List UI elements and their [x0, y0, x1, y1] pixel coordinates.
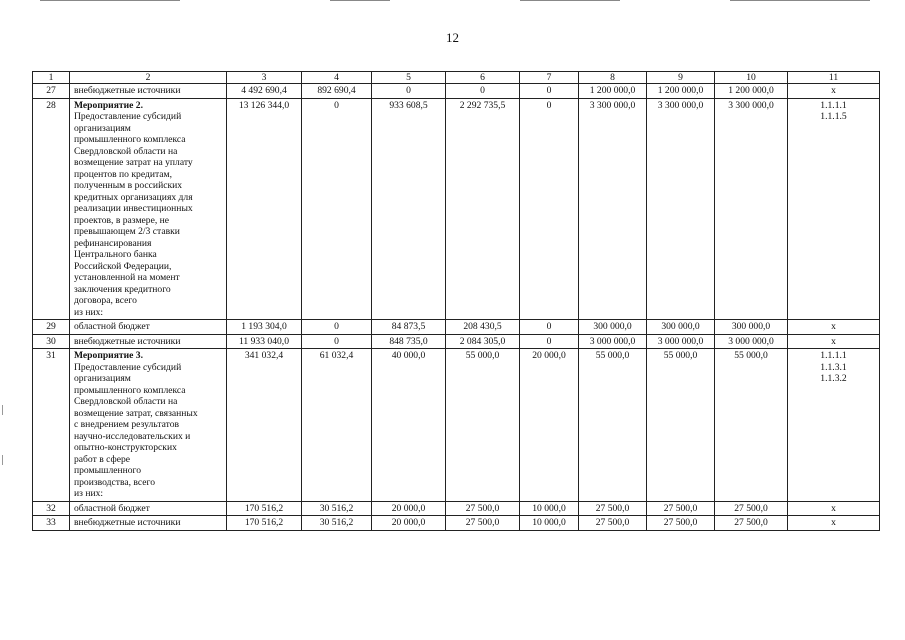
- header-cell: 10: [715, 72, 788, 84]
- row-name-line: с внедрением результатов: [74, 419, 180, 430]
- page-number: 12: [446, 30, 459, 45]
- value-cell: 1 200 000,0: [579, 84, 647, 99]
- value-cell: 300 000,0: [647, 320, 715, 335]
- value-cell: 10 000,0: [520, 516, 579, 531]
- value-cell: 300 000,0: [715, 320, 788, 335]
- row-name-line: кредитных организациях для: [74, 191, 193, 203]
- header-cell: 5: [372, 72, 446, 84]
- value-cell: 848 735,0: [372, 334, 446, 349]
- row-name-line: реализации инвестиционных: [74, 203, 193, 214]
- row-name-line: Предоставление субсидий: [74, 361, 182, 373]
- row-name-line: превышающем 2/3 ставки: [74, 226, 180, 237]
- target-refs-cell: [788, 349, 880, 502]
- top-rule: [730, 0, 870, 1]
- value-cell: 27 500,0: [579, 501, 647, 516]
- measure-title: Мероприятие 2.: [74, 99, 143, 111]
- row-number-cell: 32: [33, 501, 70, 516]
- table-row: [33, 349, 880, 502]
- row-name-line: научно-исследовательских и: [74, 430, 191, 442]
- target-ref: х: [831, 517, 836, 528]
- value-cell: 61 032,4: [302, 349, 372, 502]
- margin-mark: [2, 455, 3, 465]
- row-name-cell: [70, 516, 227, 531]
- row-name-line: установленной на момент: [74, 272, 180, 283]
- header-cell: 6: [446, 72, 520, 84]
- target-refs-cell: [788, 320, 880, 335]
- value-cell: 3 000 000,0: [579, 334, 647, 349]
- row-number-cell: 29: [33, 320, 70, 335]
- row-name-cell: [70, 320, 227, 335]
- header-cell: 7: [520, 72, 579, 84]
- value-cell: 3 000 000,0: [715, 334, 788, 349]
- table-row: [33, 516, 880, 531]
- row-name-line: рефинансирования: [74, 237, 152, 249]
- header-cell: 8: [579, 72, 647, 84]
- row-name-line: внебюджетные источники: [74, 517, 181, 528]
- value-cell: 40 000,0: [372, 349, 446, 502]
- row-name-cell: [70, 349, 227, 502]
- table-row: [33, 320, 880, 335]
- value-cell: 0: [520, 84, 579, 99]
- target-refs-cell: [788, 84, 880, 99]
- target-ref: х: [831, 335, 836, 347]
- value-cell: 0: [520, 320, 579, 335]
- value-cell: 3 300 000,0: [647, 98, 715, 320]
- header-cell: 2: [70, 72, 227, 84]
- value-cell: 2 292 735,5: [446, 98, 520, 320]
- value-cell: 0: [302, 98, 372, 320]
- value-cell: 892 690,4: [302, 84, 372, 99]
- header-cell: 4: [302, 72, 372, 84]
- value-cell: 27 500,0: [446, 516, 520, 531]
- target-refs-cell: [788, 334, 880, 349]
- row-name-cell: [70, 334, 227, 349]
- row-number-cell: 28: [33, 98, 70, 320]
- value-cell: 27 500,0: [446, 501, 520, 516]
- target-ref: 1.1.1.1: [820, 99, 847, 111]
- value-cell: 55 000,0: [647, 349, 715, 502]
- row-name-cell: [70, 84, 227, 99]
- value-cell: 27 500,0: [715, 516, 788, 531]
- table-row: [33, 98, 880, 320]
- top-rule: [330, 0, 390, 1]
- row-name-line: промышленного комплекса: [74, 134, 186, 145]
- target-ref: х: [831, 321, 836, 332]
- row-name-line: возмещение затрат на уплату: [74, 157, 193, 168]
- row-name-line: промышленного: [74, 465, 142, 476]
- value-cell: 3 300 000,0: [579, 98, 647, 320]
- value-cell: 27 500,0: [647, 516, 715, 531]
- value-cell: 4 492 690,4: [227, 84, 302, 99]
- value-cell: 0: [446, 84, 520, 99]
- value-cell: 1 200 000,0: [715, 84, 788, 99]
- value-cell: 0: [520, 334, 579, 349]
- row-name-line: внебюджетные источники: [74, 85, 181, 96]
- value-cell: 55 000,0: [579, 349, 647, 502]
- top-rule: [40, 0, 180, 1]
- target-refs-cell: [788, 98, 880, 320]
- row-name-line: процентов по кредитам,: [74, 168, 173, 180]
- value-cell: 20 000,0: [372, 516, 446, 531]
- row-name-cell: [70, 501, 227, 516]
- value-cell: 55 000,0: [446, 349, 520, 502]
- value-cell: 1 200 000,0: [647, 84, 715, 99]
- header-cell: 11: [788, 72, 880, 84]
- row-name-line: организациям: [74, 373, 131, 384]
- row-name-line: Российской Федерации,: [74, 260, 172, 272]
- row-name-line: организациям: [74, 122, 131, 134]
- target-ref: х: [831, 85, 836, 96]
- value-cell: 300 000,0: [579, 320, 647, 335]
- value-cell: 20 000,0: [372, 501, 446, 516]
- row-name-line: из них:: [74, 306, 104, 318]
- row-name-line: опытно-конструкторских: [74, 442, 177, 453]
- row-name-line: промышленного комплекса: [74, 384, 186, 396]
- row-name-line: областной бюджет: [74, 502, 150, 514]
- value-cell: 27 500,0: [579, 516, 647, 531]
- table-row: [33, 501, 880, 516]
- value-cell: 341 032,4: [227, 349, 302, 502]
- row-name-line: полученным в российских: [74, 180, 183, 191]
- margin-mark: [2, 405, 3, 415]
- row-name-line: Предоставление субсидий: [74, 111, 182, 122]
- value-cell: 0: [302, 320, 372, 335]
- row-name-line: заключения кредитного: [74, 283, 171, 295]
- target-ref: 1.1.3.2: [820, 373, 847, 384]
- target-refs-cell: [788, 516, 880, 531]
- row-name-line: Центрального банка: [74, 249, 157, 260]
- value-cell: 11 933 040,0: [227, 334, 302, 349]
- row-name-line: внебюджетные источники: [74, 335, 181, 347]
- header-cell: 9: [647, 72, 715, 84]
- header-cell: 3: [227, 72, 302, 84]
- table-row: [33, 84, 880, 99]
- target-refs-cell: [788, 501, 880, 516]
- value-cell: 170 516,2: [227, 516, 302, 531]
- value-cell: 27 500,0: [715, 501, 788, 516]
- value-cell: 0: [520, 98, 579, 320]
- row-name-line: производства, всего: [74, 476, 156, 488]
- target-ref: х: [831, 502, 836, 514]
- program-table: [32, 71, 880, 531]
- value-cell: 2 084 305,0: [446, 334, 520, 349]
- value-cell: 55 000,0: [715, 349, 788, 502]
- row-name-line: областной бюджет: [74, 321, 150, 332]
- row-name-line: Свердловской области на: [74, 145, 178, 157]
- top-rule: [520, 0, 620, 1]
- row-name-line: возмещение затрат, связанных: [74, 407, 198, 419]
- value-cell: 13 126 344,0: [227, 98, 302, 320]
- value-cell: 0: [302, 334, 372, 349]
- target-ref: 1.1.1.5: [820, 111, 847, 122]
- value-cell: 10 000,0: [520, 501, 579, 516]
- value-cell: 933 608,5: [372, 98, 446, 320]
- value-cell: 0: [372, 84, 446, 99]
- row-name-cell: [70, 98, 227, 320]
- row-name-line: работ в сфере: [74, 453, 131, 465]
- header-row: [33, 72, 880, 84]
- value-cell: 3 000 000,0: [647, 334, 715, 349]
- header-cell: 1: [33, 72, 70, 84]
- value-cell: 1 193 304,0: [227, 320, 302, 335]
- row-name-line: проектов, в размере, не: [74, 214, 170, 226]
- value-cell: 27 500,0: [647, 501, 715, 516]
- target-ref: 1.1.1.1: [820, 350, 847, 361]
- value-cell: 30 516,2: [302, 501, 372, 516]
- row-number-cell: 31: [33, 349, 70, 502]
- row-number-cell: 27: [33, 84, 70, 99]
- value-cell: 170 516,2: [227, 501, 302, 516]
- target-ref: 1.1.3.1: [820, 361, 847, 373]
- value-cell: 3 300 000,0: [715, 98, 788, 320]
- row-name-line: из них:: [74, 488, 104, 499]
- value-cell: 84 873,5: [372, 320, 446, 335]
- value-cell: 208 430,5: [446, 320, 520, 335]
- table-row: [33, 334, 880, 349]
- row-number-cell: 33: [33, 516, 70, 531]
- value-cell: 30 516,2: [302, 516, 372, 531]
- measure-title: Мероприятие 3.: [74, 350, 143, 361]
- row-name-line: Свердловской области на: [74, 396, 178, 407]
- table-body: [33, 72, 880, 531]
- row-name-line: договора, всего: [74, 295, 137, 306]
- value-cell: 20 000,0: [520, 349, 579, 502]
- row-number-cell: 30: [33, 334, 70, 349]
